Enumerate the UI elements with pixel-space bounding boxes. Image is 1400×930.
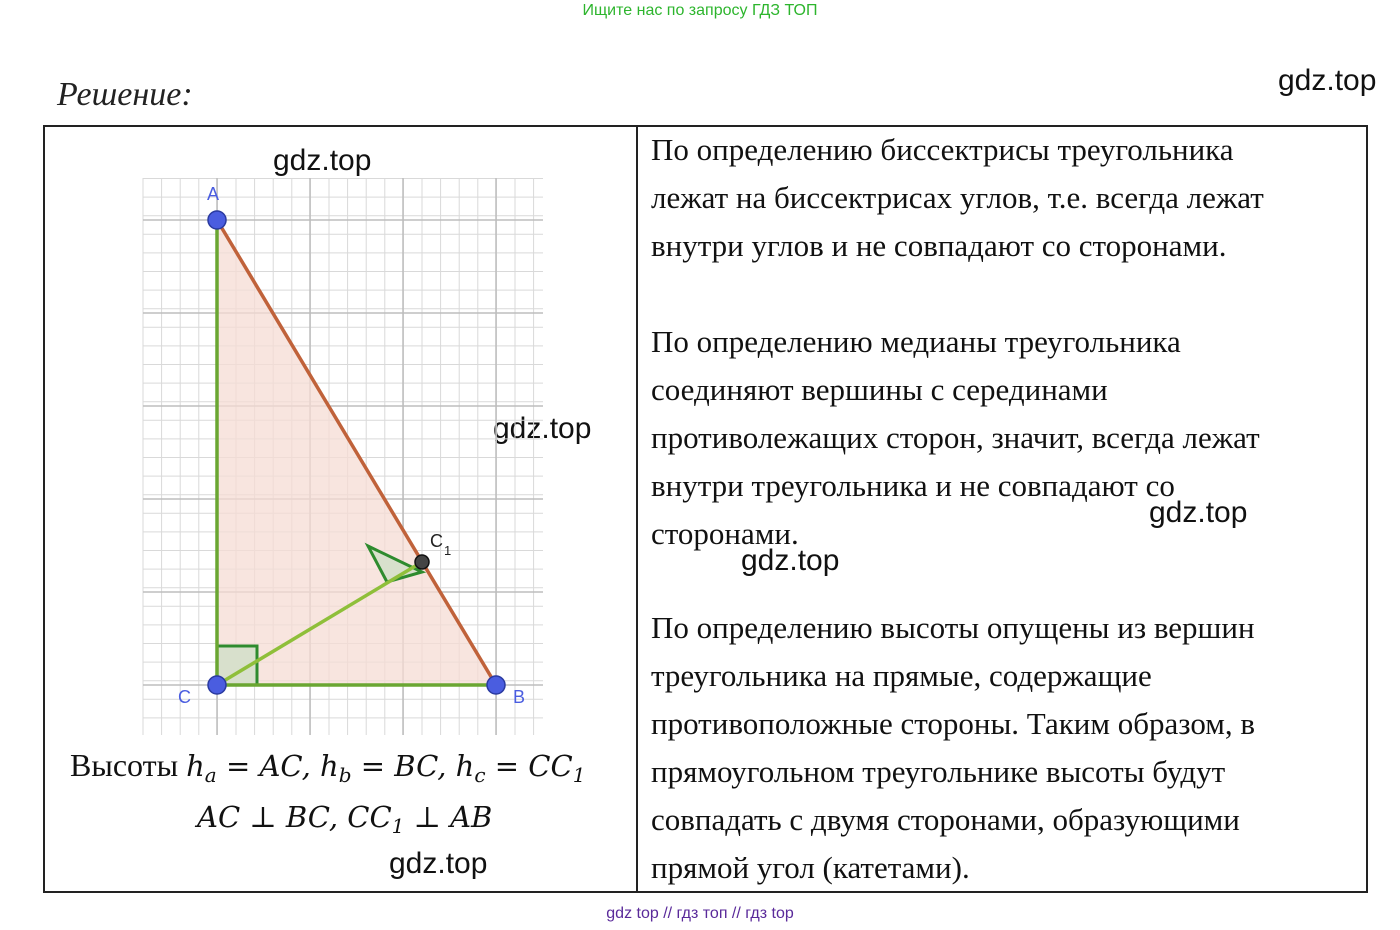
footer-links[interactable]: gdz top // гдз топ // гдз top xyxy=(606,905,794,922)
search-banner: Ищите нас по запросу ГДЗ ТОП xyxy=(582,2,818,19)
watermark: gdz.top xyxy=(273,144,372,177)
watermark: gdz.top xyxy=(1149,496,1248,529)
point-b xyxy=(487,676,505,694)
watermark: gdz.top xyxy=(741,544,840,577)
point-c1 xyxy=(415,555,429,569)
paragraph-altitudes: По определению высоты опущены из вершин треугольника на прямые, содержащие противоположные стороны. Таким образом, в прямоугольном треугольнике высоты будут совпадать с двумя сторонами, образующими прямой угол (катетами). xyxy=(651,610,1255,885)
solution-title: Решение: xyxy=(57,76,193,113)
label-c1: C xyxy=(430,531,443,551)
watermark: gdz.top xyxy=(1278,64,1377,97)
paragraph-bisectors: По определению биссектрисы треугольника лежат на биссектрисах углов, т.е. всегда лежат внутри углов и не совпадают со сторонами. xyxy=(651,132,1264,263)
formula-perpendicular: AC ⊥ BC, $CC_1$ ⊥ AB xyxy=(197,800,493,838)
label-c: C xyxy=(178,687,191,707)
label-b: B xyxy=(513,687,526,707)
watermark: gdz.top xyxy=(389,847,488,880)
paragraph-medians: По определению медианы треугольника соединяют вершины с серединами противолежащих сторон, значит, всегда лежат внутри треугольника и не совпадают со сторонами. xyxy=(651,324,1260,551)
point-c xyxy=(208,676,226,694)
point-a xyxy=(208,211,226,229)
formula-heights: Высоты $h_a$ = AC, $h_b$ = BC, $h_c = CC_1$ xyxy=(70,747,586,787)
column-divider xyxy=(636,125,638,893)
label-c1-sub: 1 xyxy=(444,543,452,558)
label-a: A xyxy=(207,184,220,204)
watermark: gdz.top xyxy=(493,412,592,445)
triangle-figure xyxy=(130,170,560,740)
